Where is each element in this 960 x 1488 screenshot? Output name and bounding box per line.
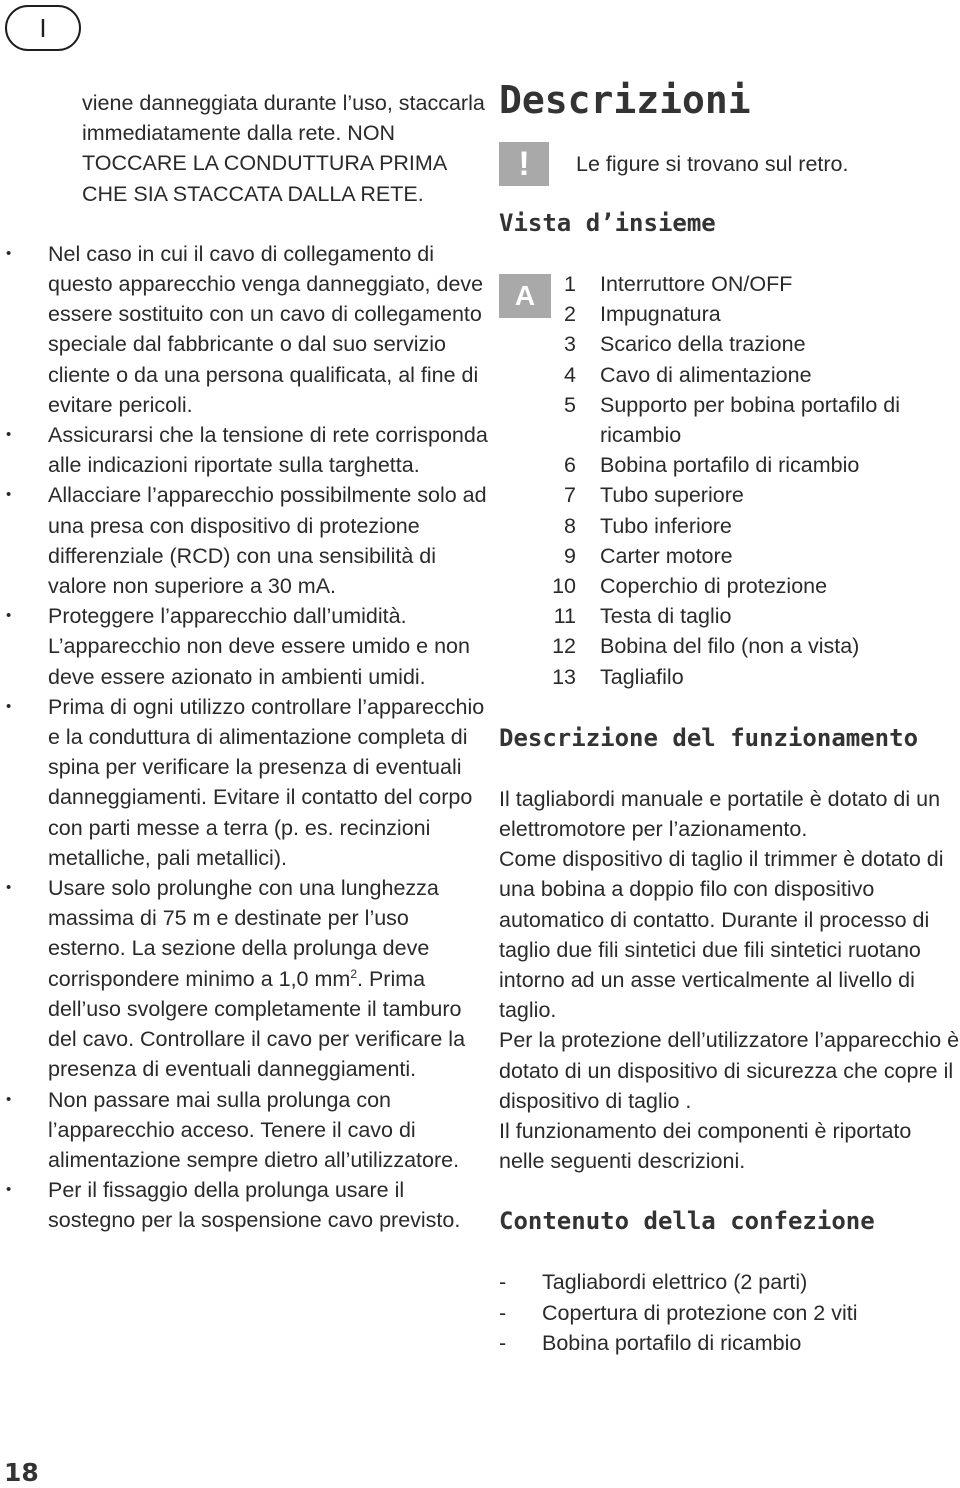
bullet-text: Prima di ogni utilizzo controllare l’apparecchio e la conduttura di alimentazione completa di spina per verificare la presenza di eventuali danneggiamenti. Evitare il contatto del corpo con parti messe a terra (p. es. recinzioni metalliche, pali metallici). xyxy=(48,694,485,870)
figure-label-icon: A xyxy=(499,274,551,318)
part-number: 1 xyxy=(564,272,576,296)
list-item xyxy=(499,390,960,450)
bullet-icon: • xyxy=(6,486,12,504)
list-item xyxy=(0,239,490,420)
list-item xyxy=(0,601,490,692)
bullet-text: Proteggere l’apparecchio dall’umidità. L’apparecchio non deve essere umido e non deve essere azionato in ambienti umidi. xyxy=(48,604,470,689)
continuation-paragraph: viene danneggiata durante l’uso, staccarla immediatamente dalla rete. NON TOCCARE LA CONDUTTURA PRIMA CHE SIA STACCATA DALLA RETE. xyxy=(82,91,485,206)
exclamation-icon: ! xyxy=(499,142,549,186)
list-item xyxy=(0,692,490,873)
part-label: Testa di taglio xyxy=(600,604,732,629)
list-item xyxy=(499,541,960,571)
bullet-text xyxy=(48,873,490,1084)
bullet-text: Assicurarsi che la tensione di rete corrisponda alle indicazioni riportate sulla targhetta. xyxy=(48,423,488,478)
list-item xyxy=(0,1175,490,1235)
part-number: 3 xyxy=(564,332,576,357)
function-title: Descrizione del funzionamento xyxy=(499,723,919,752)
list-item xyxy=(499,329,960,359)
list-item xyxy=(0,480,490,601)
part-number: 11 xyxy=(553,604,576,629)
dash-icon: - xyxy=(499,1270,507,1295)
part-number: 9 xyxy=(564,543,576,568)
part-label: Cavo di alimentazione xyxy=(600,362,812,387)
bullet-text: Allacciare l’apparecchio possibilmente solo ad una presa con dispositivo di protezione differenziale (RCD) con una sensibilità di valore non superiore a 30 mA. xyxy=(48,483,487,599)
overview-title: Vista d’insieme xyxy=(499,209,716,237)
parts-list xyxy=(499,269,960,692)
list-item xyxy=(499,299,960,329)
part-label: Tubo inferiore xyxy=(600,513,732,538)
bullet-text: Nel caso in cui il cavo di collegamento di questo apparecchio venga danneggiato, deve essere sostituito con un cavo di collegamento speciale dal fabbricante o dal suo servizio cliente o da una persona qualificata, al fine di evitare pericoli. xyxy=(48,241,484,417)
list-item xyxy=(499,1298,960,1328)
dash-icon: - xyxy=(499,1330,507,1355)
part-number: 8 xyxy=(564,513,576,538)
bullet-text-tail: . Prima dell’uso svolgere completamente il tamburo del cavo. Controllare il cavo per verificare la presenza di eventuali danneggiamenti. xyxy=(48,966,466,1082)
part-number: 5 xyxy=(564,392,576,417)
paragraph: Il funzionamento dei componenti è riportato nelle seguenti descrizioni. xyxy=(499,1119,912,1174)
part-label: Scarico della trazione xyxy=(600,332,806,357)
paragraph: Per la protezione dell’utilizzatore l’apparecchio è dotato di un dispositivo di sicurezza che copre il dispositivo di taglio . xyxy=(499,1028,960,1113)
part-label: Supporto per bobina portafilo di ricambio xyxy=(600,392,901,448)
bullet-icon: • xyxy=(6,1090,12,1108)
figure-note xyxy=(499,142,960,186)
part-label: Carter motore xyxy=(600,543,733,568)
section-title: Descrizioni xyxy=(499,78,751,122)
bullet-icon: • xyxy=(6,1181,12,1199)
list-item xyxy=(499,1328,960,1358)
part-label: Impugnatura xyxy=(600,302,721,327)
package-item: Copertura di protezione con 2 viti xyxy=(542,1300,858,1325)
bullet-icon: • xyxy=(6,607,12,625)
bullet-icon: • xyxy=(6,426,12,444)
part-label: Tubo superiore xyxy=(600,483,744,508)
superscript: 2 xyxy=(350,966,357,981)
package-contents-list xyxy=(499,1267,960,1358)
list-item xyxy=(0,873,490,1084)
list-item xyxy=(0,420,490,480)
bullet-text-main: Usare solo prolunghe con una lunghezza massima di 75 m e destinate per l’uso esterno. La sezione della prolunga deve corrispondere minimo a 1,0 mm xyxy=(48,876,439,991)
safety-instructions-column xyxy=(0,88,490,1236)
list-item xyxy=(0,1085,490,1176)
part-number: 4 xyxy=(564,362,576,387)
language-badge: I xyxy=(5,5,81,51)
list-item xyxy=(499,571,960,601)
part-number: 6 xyxy=(564,453,576,478)
part-number: 7 xyxy=(564,483,576,508)
part-number: 10 xyxy=(552,574,576,599)
list-item xyxy=(499,450,960,480)
list-item xyxy=(499,662,960,692)
note-text: Le figure si trovano sul retro. xyxy=(576,151,849,176)
safety-bullet-list xyxy=(0,239,490,1236)
part-number: 13 xyxy=(552,664,576,689)
part-label: Interruttore ON/OFF xyxy=(600,272,793,296)
part-label: Coperchio di protezione xyxy=(600,574,828,599)
paragraph: Come dispositivo di taglio il trimmer è dotato di una bobina a doppio filo con dispositivo automatico di contatto. Durante il processo di taglio due fili sintetici due fili sintetici ruotano intorno ad un asse verticalmente al livello di taglio. xyxy=(499,847,944,1023)
bullet-icon: • xyxy=(6,244,12,262)
bullet-icon: • xyxy=(6,697,12,715)
bullet-icon: • xyxy=(6,879,12,897)
part-label: Tagliafilo xyxy=(600,664,684,689)
package-item: Tagliabordi elettrico (2 parti) xyxy=(542,1270,808,1295)
list-item xyxy=(499,1267,960,1297)
list-item xyxy=(499,480,960,510)
part-number: 12 xyxy=(552,634,576,659)
bullet-text: Non passare mai sulla prolunga con l’apparecchio acceso. Tenere il cavo di alimentazione sempre dietro all’utilizzatore. xyxy=(48,1087,460,1172)
parts-overview xyxy=(499,269,960,692)
list-item xyxy=(499,511,960,541)
page-number: 18 xyxy=(4,1458,39,1487)
descriptions-column xyxy=(499,78,960,1358)
part-number: 2 xyxy=(564,302,576,327)
dash-icon: - xyxy=(499,1300,507,1325)
list-item xyxy=(499,601,960,631)
list-item xyxy=(499,631,960,661)
list-item xyxy=(499,360,960,390)
part-label: Bobina portafilo di ricambio xyxy=(600,453,860,478)
bullet-text: Per il fissaggio della prolunga usare il sostegno per la sospensione cavo previsto. xyxy=(48,1178,461,1233)
paragraph: Il tagliabordi manuale e portatile è dotato di un elettromotore per l’azionamento. xyxy=(499,786,941,842)
part-label: Bobina del filo (non a vista) xyxy=(600,634,860,659)
package-item: Bobina portafilo di ricambio xyxy=(542,1330,802,1355)
function-description xyxy=(499,784,960,1177)
package-contents-title: Contenuto della confezione xyxy=(499,1207,875,1236)
list-item xyxy=(499,269,960,299)
